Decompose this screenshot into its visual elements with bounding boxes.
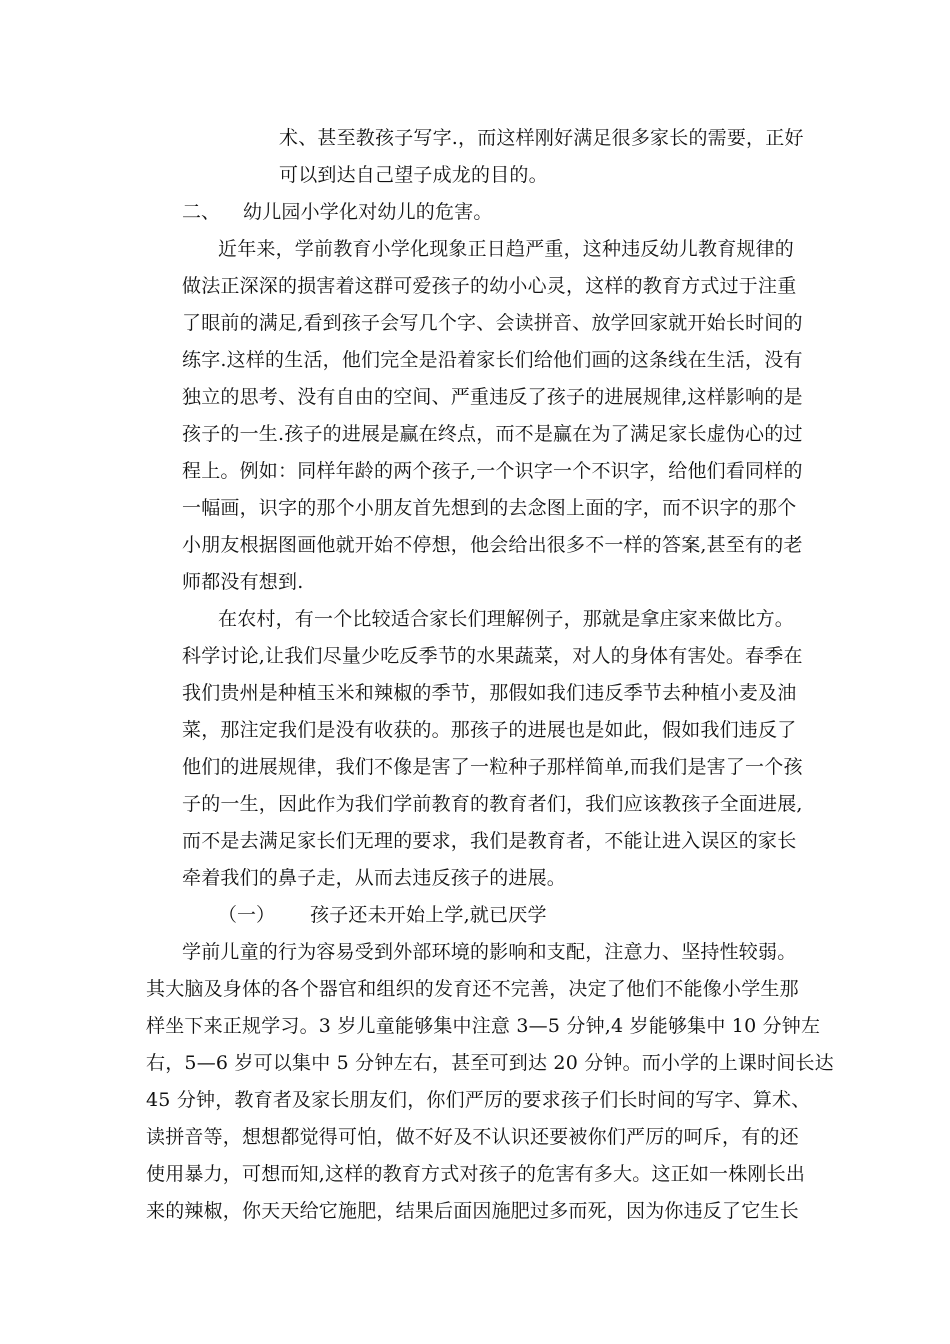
paragraph-line: 我们贵州是种植玉米和辣椒的季节，那假如我们违反季节去种植小麦及油 bbox=[182, 682, 797, 704]
carry-over-line: 可以到达自己望子成龙的目的。 bbox=[279, 164, 548, 186]
paragraph-line: 近年来，学前教育小学化现象正日趋严重，这种违反幼儿教育规律的 bbox=[218, 238, 795, 260]
paragraph-line: 右，5—6 岁可以集中 5 分钟左右，甚至可到达 20 分钟。而小学的上课时间长达 bbox=[146, 1052, 834, 1074]
paragraph-line: 使用暴力，可想而知,这样的教育方式对孩子的危害有多大。这正如一株刚长出 bbox=[146, 1163, 806, 1185]
paragraph-line: 师都没有想到. bbox=[182, 571, 304, 593]
carry-over-line: 术、甚至教孩子写字.，而这样刚好满足很多家长的需要，正好 bbox=[279, 127, 804, 149]
paragraph-line: 子的一生，因此作为我们学前教育的教育者们，我们应该教孩子全面进展, bbox=[182, 793, 803, 815]
paragraph-line: 牵着我们的鼻子走，从而去违反孩子的进展。 bbox=[182, 867, 567, 889]
paragraph-line: 小朋友根据图画他就开始不停想，他会给出很多不一样的答案,甚至有的老 bbox=[182, 534, 803, 556]
paragraph-line: 样坐下来正规学习。3 岁儿童能够集中注意 3—5 分钟,4 岁能够集中 10 分钟左 bbox=[146, 1015, 821, 1037]
section-number: 二、 bbox=[182, 201, 221, 223]
paragraph-line: 科学讨论,让我们尽量少吃反季节的水果蔬菜，对人的身体有害处。春季在 bbox=[182, 645, 803, 667]
paragraph-line: 45 分钟，教育者及家长朋友们，你们严厉的要求孩子们长时间的写字、算术、 bbox=[146, 1089, 811, 1111]
section-title: 幼儿园小学化对幼儿的危害。 bbox=[243, 201, 493, 223]
paragraph-line: 而不是去满足家长们无理的要求，我们是教育者，不能让进入误区的家长 bbox=[182, 830, 797, 852]
paragraph-line: 了眼前的满足,看到孩子会写几个字、会读拼音、放学回家就开始长时间的 bbox=[182, 312, 803, 334]
paragraph-line: 练字.这样的生活，他们完全是沿着家长们给他们画的这条线在生活，没有 bbox=[182, 349, 803, 371]
paragraph-line: 做法正深深的损害着这群可爱孩子的幼小心灵，这样的教育方式过于注重 bbox=[182, 275, 797, 297]
paragraph-line: 一幅画，识字的那个小朋友首先想到的去念图上面的字，而不识字的那个 bbox=[182, 497, 797, 519]
paragraph-line: 程上。例如：同样年龄的两个孩子,一个识字一个不识字，给他们看同样的 bbox=[182, 460, 803, 482]
paragraph-line: 其大脑及身体的各个器官和组织的发育还不完善，决定了他们不能像小学生那 bbox=[146, 978, 799, 1000]
paragraph-line: 他们的进展规律，我们不像是害了一粒种子那样简单,而我们是害了一个孩 bbox=[182, 756, 803, 778]
paragraph-line: 读拼音等，想想都觉得可怕，做不好及不认识还要被你们严厉的呵斥，有的还 bbox=[146, 1126, 799, 1148]
paragraph-line: 独立的思考、没有自由的空间、严重违反了孩子的进展规律,这样影响的是 bbox=[182, 386, 803, 408]
paragraph-line: 来的辣椒，你天天给它施肥，结果后面因施肥过多而死，因为你违反了它生长 bbox=[146, 1200, 799, 1222]
paragraph-line: 孩子的一生.孩子的进展是赢在终点，而不是赢在为了满足家长虚伪心的过 bbox=[182, 423, 803, 445]
paragraph-line: 学前儿童的行为容易受到外部环境的影响和支配，注意力、坚持性较弱。 bbox=[182, 941, 797, 963]
paragraph-line: 菜，那注定我们是没有收获的。那孩子的进展也是如此，假如我们违反了 bbox=[182, 719, 797, 741]
paragraph-line: 在农村，有一个比较适合家长们理解例子，那就是拿庄家来做比方。 bbox=[218, 608, 795, 630]
subsection-title: 孩子还未开始上学,就已厌学 bbox=[310, 904, 547, 926]
subsection-number: （一） bbox=[218, 904, 276, 926]
